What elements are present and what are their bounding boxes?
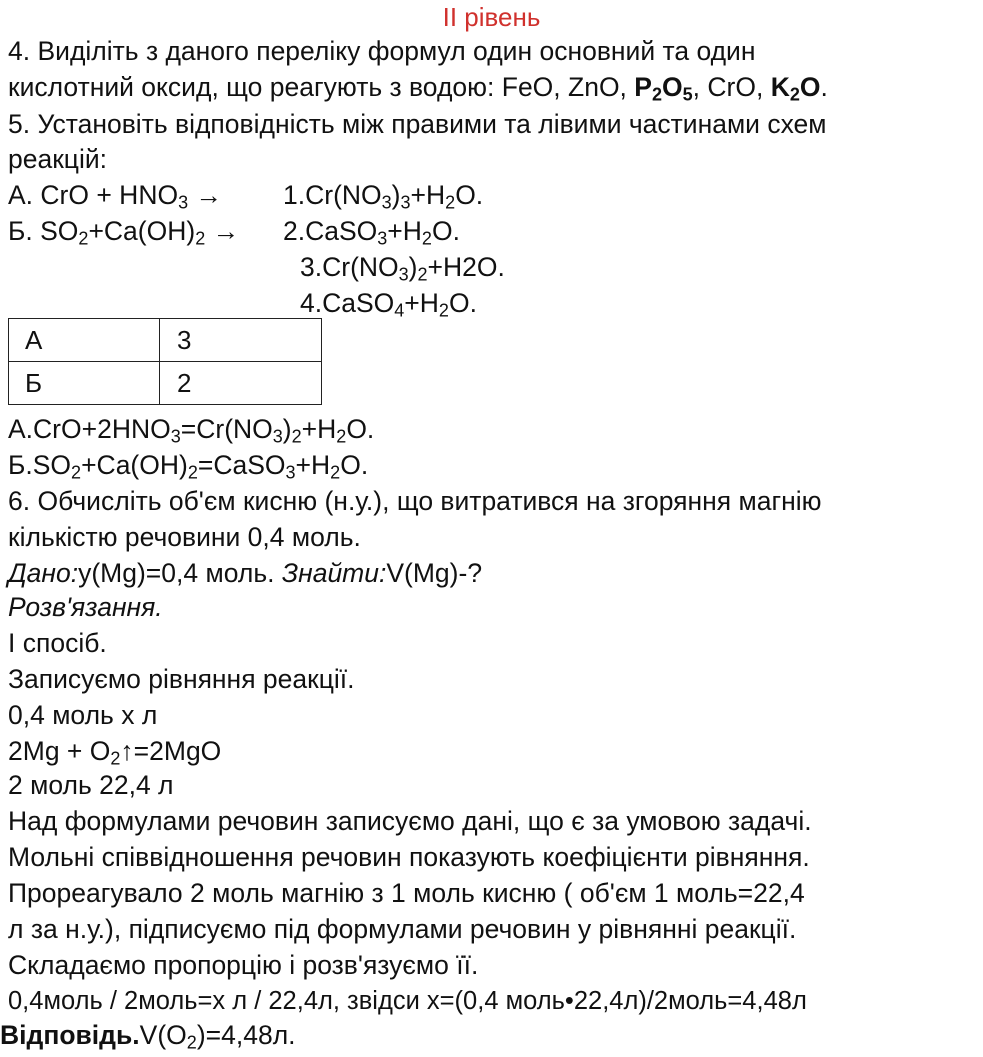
equation-a: $А.CrO+2HNO_3=Cr(NO_3)_2+H_2O$. xyxy=(8,414,375,447)
section-title: II рівень xyxy=(442,2,541,32)
q4-text: кислотний оксид, що реагують з водою: FeO, ZnO, xyxy=(8,72,635,102)
above-formula-line: 0,4 моль х л xyxy=(8,700,158,730)
method-heading: І спосіб. xyxy=(8,628,107,658)
explanation-2: Мольні співвідношення речовин показують коефіцієнти рівняння. xyxy=(8,842,810,872)
table-cell-letter: А xyxy=(9,319,160,362)
scheme-right-4: $4.CaSO_4+H_2O$. xyxy=(300,288,477,321)
scheme-right-2: $2.CaSO_3+H_2O$. xyxy=(283,216,460,249)
explanation-5: Складаємо пропорцію і розв'язуємо її. xyxy=(8,950,479,980)
table-cell-letter: Б xyxy=(9,362,160,405)
given-label: Дано: xyxy=(8,558,79,588)
equation-b: $Б.SO_2+Ca(OH)_2=CaSO_3+H_2O$. xyxy=(8,450,369,483)
table-cell-number: 3 xyxy=(160,319,322,362)
final-answer: $Відповідь.V(O_2)=4,48л$. xyxy=(0,1020,296,1053)
table-cell-number: 2 xyxy=(160,362,322,405)
explanation-4: л за н.у.), підписуємо під формулами речовин у рівнянні реакції. xyxy=(8,914,797,944)
q5-line-2: реакцій: xyxy=(8,144,108,174)
table-row xyxy=(9,319,322,362)
proportion-line: 0,4моль / 2моль=х л / 22,4л, звідси х=(0,4 моль•22,4л)/2моль=4,48л xyxy=(8,987,807,1015)
answer-table xyxy=(8,318,322,405)
q5-line-1: 5. Установіть відповідність між правими та лівими частинами схем xyxy=(8,109,827,139)
explanation-3: Прореагувало 2 моль магнію з 1 моль кисню ( об'єм 1 моль=22,4 xyxy=(8,878,805,908)
scheme-right-1: $1.Cr(NO_3)_3+H_2O$. xyxy=(283,180,484,213)
solution-heading: Розв'язання. xyxy=(8,592,163,622)
answer-label: Відповідь. xyxy=(0,1020,140,1050)
write-equation-line: Записуємо рівняння реакції. xyxy=(8,664,355,694)
q4-line-1: 4. Виділіть з даного переліку формул один основний та один xyxy=(8,36,756,66)
scheme-left-b: Б. $SO_2+Ca(OH)_2$ → xyxy=(8,216,240,249)
formula-p2o5: $P_2O_5$ xyxy=(634,72,693,105)
q4-line-2: кислотний оксид, що реагують з водою: FeO, ZnO, $P_2O_5$, CrO, $K_2O$. xyxy=(8,72,828,105)
formula-k2o: $K_2O$ xyxy=(770,72,821,105)
q6-line-2: кількістю речовини 0,4 моль. xyxy=(8,522,361,552)
scheme-right-3: $3.Cr(NO_3)_2+H2O$. xyxy=(300,252,505,285)
find-label: Знайти: xyxy=(281,558,387,588)
below-formula-line: 2 моль 22,4 л xyxy=(8,770,174,800)
reaction-equation: $2Mg + O_2↑=2MgO$ xyxy=(8,736,222,769)
given-line: Дано:y(Mg)=0,4 моль. Знайти:V(Mg)-? xyxy=(8,558,483,588)
q6-line-1: 6. Обчисліть об'єм кисню (н.у.), що витратився на згоряння магнію xyxy=(8,486,822,516)
table-row xyxy=(9,362,322,405)
scheme-left-a: А. CrO + $HNO_3$ → xyxy=(8,180,222,213)
explanation-1: Над формулами речовин записуємо дані, що є за умовою задачі. xyxy=(8,806,812,836)
